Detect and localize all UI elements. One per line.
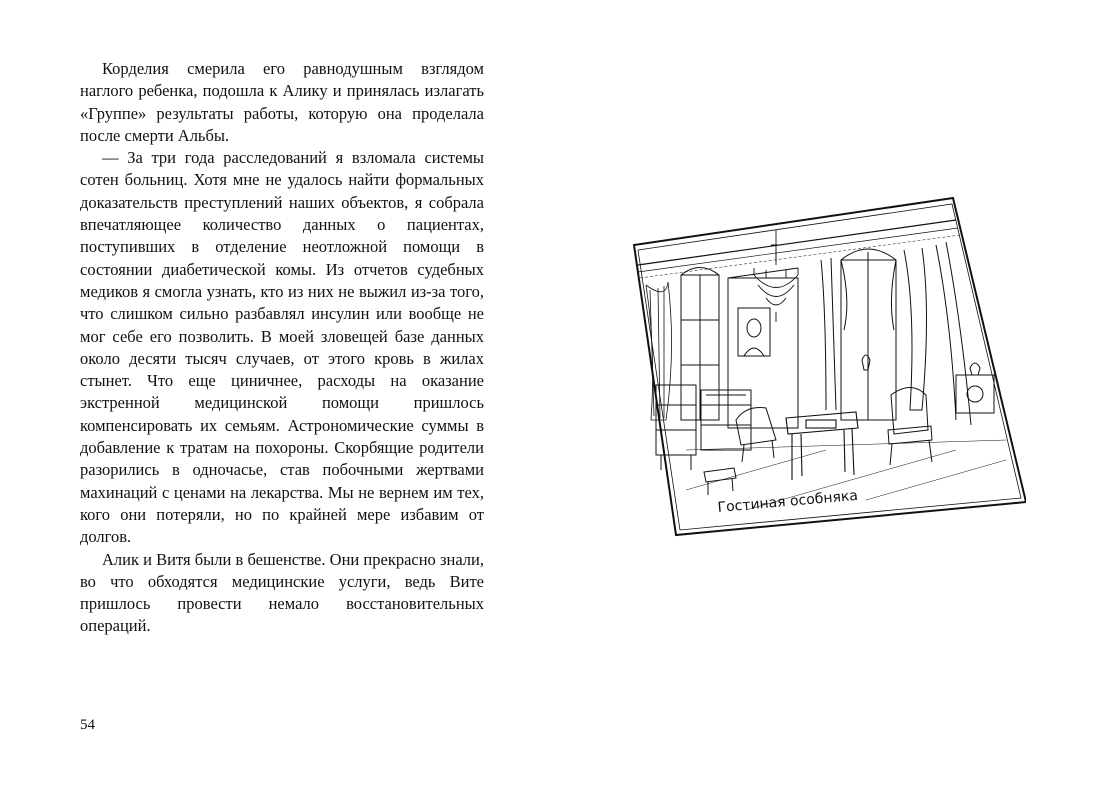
- body-text: [80, 58, 484, 638]
- paragraph-2: — За три года расследований я взломала системы сотен больниц. Хотя мне не удалось найти формальных доказательств преступлений наших объектов, я собрала впечатляющее количество данных о пациентах, поступивших в отделение неотложной помощи в состоянии диабетической комы. Из отчетов судебных медиков я смогла узнать, кто из них не выжил из-за того, что слишком сильно разбавлял инсулин или вообще не мог себе его позволить. В моей зловещей базе данных около десяти тысяч случаев, от этого кровь в жилах стынет. Что еще циничнее, расходы на оказание экстренной медицинской помощи пришлось компенсировать их семьям. Астрономические суммы в добавление к тратам на похороны. Скорбящие родители разорились в одночасье, став побочными жертвами махинаций с ценами на лекарства. Мы не вернем им тех, кого они потеряли, но по крайней мере избавим от долгов.: [80, 148, 484, 547]
- drawing-room-sketch: [626, 190, 1026, 550]
- illustration-caption: Гостиная особняка: [716, 487, 859, 516]
- paragraph-1: Корделия смерила его равнодушным взглядом наглого ребенка, подошла к Алику и принялась излагать «Группе» результаты работы, которую она проделала после смерти Альбы.: [80, 59, 484, 145]
- illustration: [626, 190, 1026, 550]
- paragraph-3: Алик и Витя были в бешенстве. Они прекрасно знали, во что обходятся медицинские услуги, ведь Вите пришлось провести немало восстановительных операций.: [80, 549, 484, 636]
- page-number: 54: [80, 717, 95, 733]
